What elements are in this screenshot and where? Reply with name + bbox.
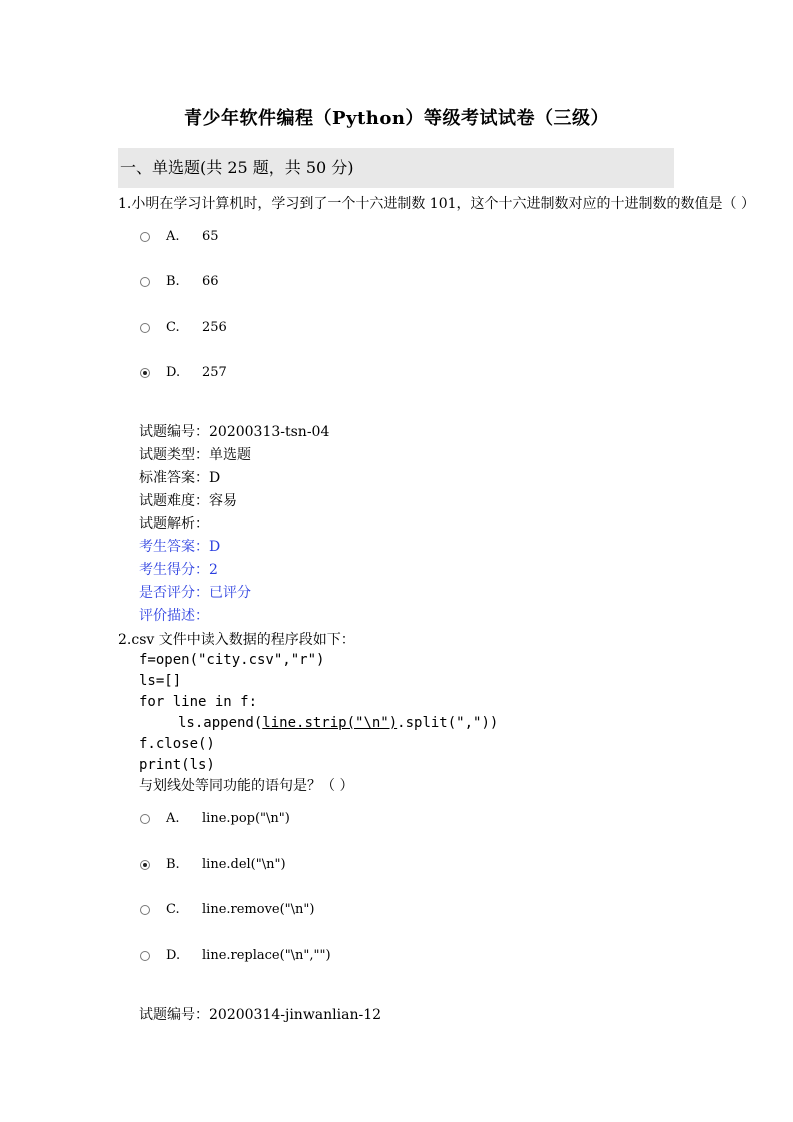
- option-text: 65: [202, 229, 219, 244]
- code-line: f.close(): [139, 736, 215, 752]
- code-line: for line in f:: [139, 694, 258, 710]
- option-text: 257: [202, 365, 227, 380]
- option-letter: C.: [166, 902, 180, 917]
- code-block: [139, 650, 498, 776]
- option-text: 66: [202, 274, 219, 289]
- question-2-prompt: 与划线处等同功能的语句是？（ ）: [139, 778, 354, 794]
- q1-radio-d-selected[interactable]: [140, 368, 150, 378]
- difficulty: 试题难度：容易: [139, 493, 237, 509]
- code-line: ls=[]: [139, 673, 182, 689]
- option-text: line.del("\n"): [202, 857, 286, 872]
- question-2-stem: 2.csv 文件中读入数据的程序段如下：: [118, 632, 355, 648]
- q2-radio-c[interactable]: [140, 905, 150, 915]
- student-score: 考生得分：2: [139, 562, 218, 578]
- code-line: print(ls): [139, 757, 215, 773]
- option-text: line.replace("\n",""): [202, 948, 331, 963]
- code-line-underlined: [139, 713, 498, 734]
- evaluation-comment: 评价描述：: [139, 608, 209, 624]
- section-header: 一、单选题(共 25 题，共 50 分): [118, 148, 674, 188]
- q2-radio-d[interactable]: [140, 951, 150, 961]
- question-type: 试题类型：单选题: [139, 447, 251, 463]
- option-letter: A.: [166, 811, 180, 826]
- q2-radio-a[interactable]: [140, 814, 150, 824]
- question-1-stem: 1.小明在学习计算机时，学习到了一个十六进制数 101，这个十六进制数对应的十进制数的数值是（ ）: [118, 196, 755, 212]
- option-letter: B.: [166, 857, 180, 872]
- option-letter: D.: [166, 365, 181, 380]
- q2-meta: [139, 1004, 381, 1027]
- graded-status: 是否评分：已评分: [139, 585, 251, 601]
- option-letter: C.: [166, 320, 180, 335]
- option-letter: A.: [166, 229, 180, 244]
- q1-meta: [139, 421, 329, 628]
- q1-radio-c[interactable]: [140, 323, 150, 333]
- code-line: f=open("city.csv","r"): [139, 652, 325, 668]
- question-id: 试题编号：20200314-jinwanlian-12: [139, 1007, 382, 1023]
- student-answer: 考生答案：D: [139, 539, 221, 555]
- option-text: 256: [202, 320, 227, 335]
- underlined-code: line.strip("\n"): [262, 715, 398, 731]
- page-title: 青少年软件编程（Python）等级考试试卷（三级）: [184, 108, 609, 129]
- option-text: line.pop("\n"): [202, 811, 290, 826]
- code-prefix: ls.append(: [178, 715, 263, 731]
- option-letter: D.: [166, 948, 181, 963]
- option-letter: B.: [166, 274, 180, 289]
- code-suffix: .split(",")): [397, 715, 499, 731]
- analysis: 试题解析：: [139, 516, 209, 532]
- option-text: line.remove("\n"): [202, 902, 315, 917]
- q1-radio-b[interactable]: [140, 277, 150, 287]
- q2-radio-b-selected[interactable]: [140, 860, 150, 870]
- question-id: 试题编号：20200313-tsn-04: [139, 424, 330, 440]
- standard-answer: 标准答案：D: [139, 470, 221, 486]
- q1-radio-a[interactable]: [140, 232, 150, 242]
